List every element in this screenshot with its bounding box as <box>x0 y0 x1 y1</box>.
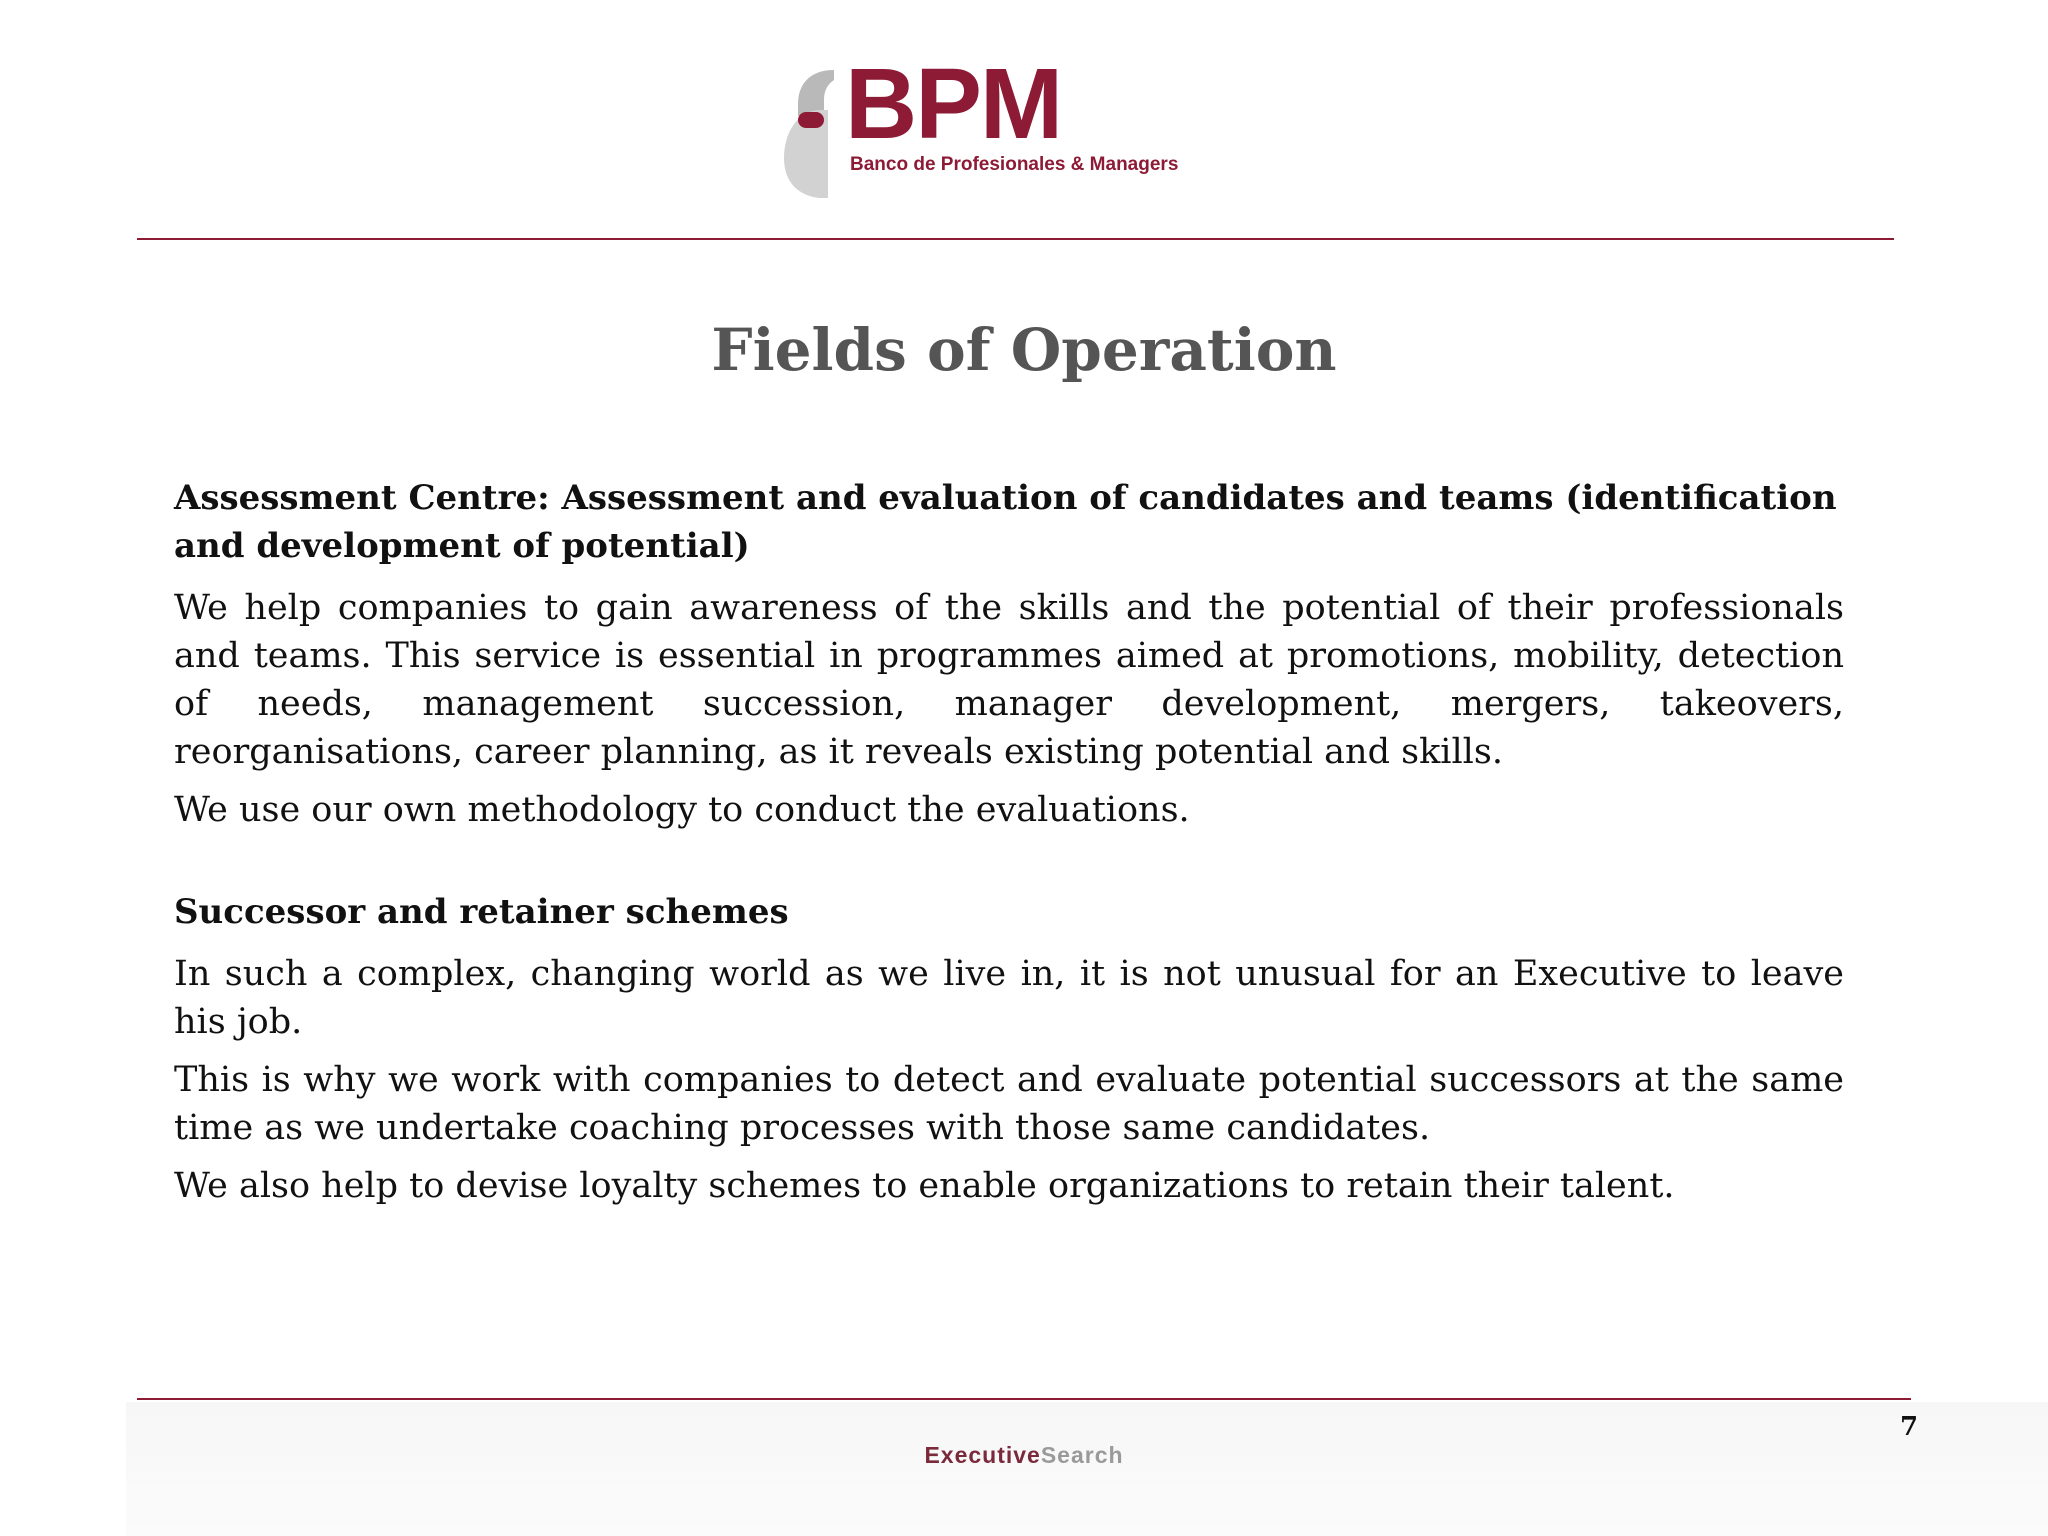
footer-divider <box>137 1398 1911 1400</box>
footer-band <box>126 1402 2048 1536</box>
section-paragraph: We use our own methodology to conduct the evaluations. <box>174 790 1190 830</box>
footer-brand-executive: Executive <box>924 1442 1041 1468</box>
bpm-logo-mark-icon <box>780 60 844 200</box>
section-paragraph: We also help to devise loyalty schemes to enable organizations to retain their talent. <box>174 1166 1675 1206</box>
section-heading: Successor and retainer schemes <box>174 892 789 932</box>
footer-brand <box>0 1442 2048 1469</box>
section-assessment-centre <box>174 474 1844 834</box>
section-successor-retainer <box>174 888 1844 1210</box>
header-divider <box>137 238 1894 240</box>
page-title: Fields of Operation <box>711 316 1337 384</box>
main-content <box>174 474 1844 1220</box>
section-paragraph: This is why we work with companies to detect and evaluate potential successors at the same time as we undertake coaching processes with those same candidates. <box>174 1060 1844 1148</box>
bpm-logo-wordmark: BPM <box>845 48 1062 160</box>
footer-brand-search: Search <box>1040 1442 1124 1468</box>
section-spacer <box>174 844 1844 888</box>
bpm-logo-tagline: Banco de Profesionales & Managers <box>850 154 1179 175</box>
page-number: 7 <box>1900 1412 1919 1442</box>
section-paragraph: We help companies to gain awareness of the skills and the potential of their professionals and teams. This service is essential in programmes aimed at promotions, mobility, detection of needs, management succession, manager development, mergers, takeovers, reorganisations, career planning, as it reveals existing potential and skills. <box>174 588 1844 772</box>
section-paragraph: In such a complex, changing world as we live in, it is not unusual for an Executive to leave his job. <box>174 954 1844 1042</box>
section-heading: Assessment Centre: Assessment and evaluation of candidates and teams (identification and development of potential) <box>174 478 1837 566</box>
bpm-logo <box>780 48 1200 210</box>
